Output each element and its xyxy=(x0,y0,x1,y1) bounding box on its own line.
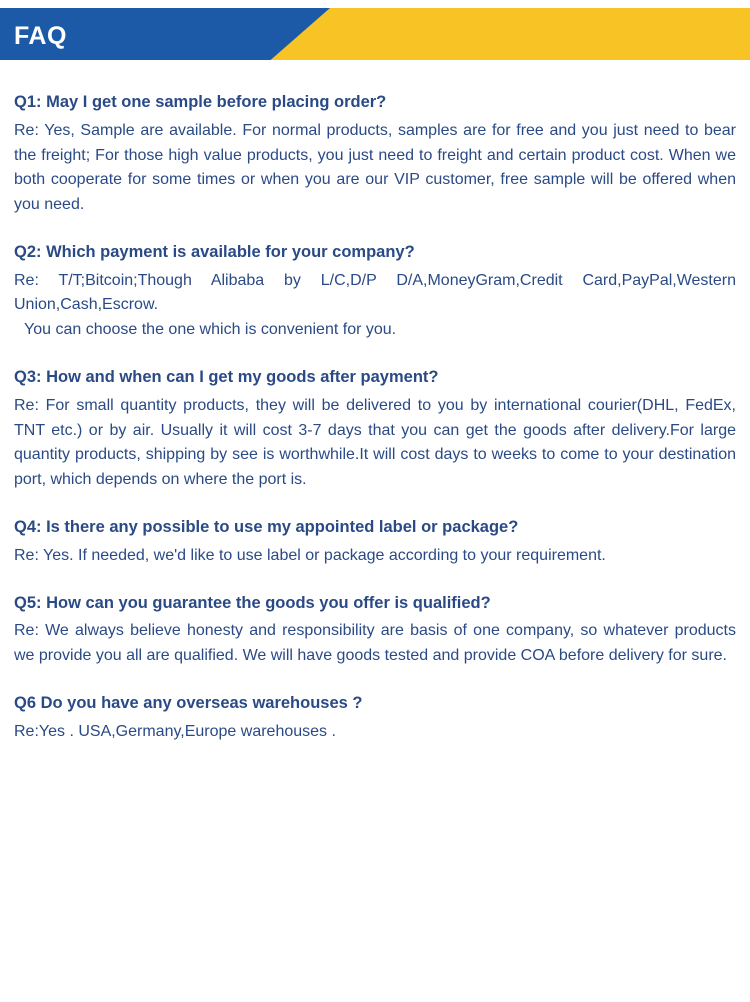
faq-answer: Re: T/T;Bitcoin;Though Alibaba by L/C,D/P D/A,MoneyGram,Credit Card,PayPal,Western Union,Cash,Escrow. xyxy=(14,271,736,314)
faq-item xyxy=(14,591,736,669)
page-title: FAQ xyxy=(14,22,67,50)
faq-item xyxy=(14,365,736,493)
faq-question: Q1: May I get one sample before placing order? xyxy=(14,93,387,111)
faq-list xyxy=(0,68,750,744)
faq-question: Q5: How can you guarantee the goods you offer is qualified? xyxy=(14,593,491,612)
faq-item xyxy=(14,240,736,343)
faq-question: Q6 Do you have any overseas warehouses ? xyxy=(14,693,363,712)
faq-item xyxy=(14,90,736,218)
faq-answer: Re: Yes. If needed, we'd like to use label or package according to your requirement. xyxy=(14,546,606,564)
faq-answer: Re: For small quantity products, they will be delivered to you by international courier(DHL, FedEx, TNT etc.) or by air. Usually it will cost 3-7 days that you can get the goods after delivery.For large quantity products, shipping by see is worthwhile.It will cost days to weeks to come to your destination port, which depends on where the port is. xyxy=(14,396,736,489)
faq-question: Q4: Is there any possible to use my appointed label or package? xyxy=(14,518,519,537)
faq-answer: Re: Yes, Sample are available. For normal products, samples are for free and you just need to bear the freight; For those high value products, you just need to freight and certain product cost. When we both cooperate for some times or when you are our VIP customer, free sample will be offered when you need. xyxy=(14,121,736,214)
faq-answer: Re: We always believe honesty and responsibility are basis of one company, so whatever products we provide you all are qualified. We will have goods tested and provide COA before delivery for sure. xyxy=(14,622,736,665)
faq-item xyxy=(14,515,736,569)
faq-answer: Re:Yes . USA,Germany,Europe warehouses . xyxy=(14,722,336,740)
faq-question: Q3: How and when can I get my goods after payment? xyxy=(14,368,439,387)
faq-answer-extra-line: You can choose the one which is convenient for you. xyxy=(24,321,397,339)
faq-item xyxy=(14,691,736,745)
faq-header-banner xyxy=(0,0,750,68)
faq-question: Q2: Which payment is available for your company? xyxy=(14,242,415,261)
